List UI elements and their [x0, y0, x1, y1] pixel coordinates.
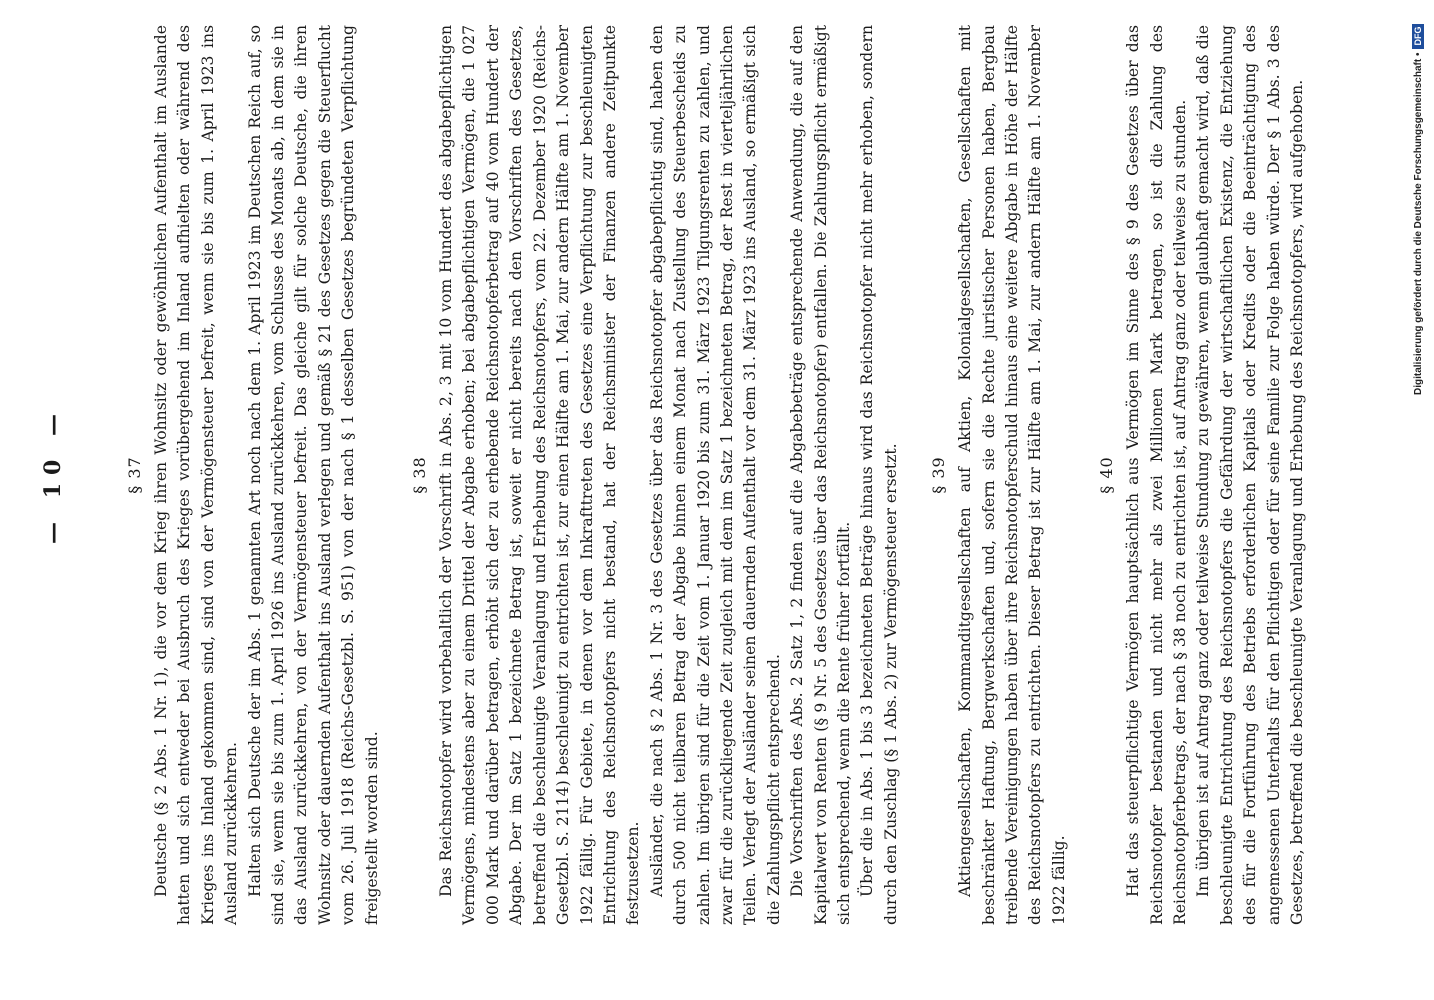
paragraph: Aktiengesellschaften, Kommanditgesellschaften auf Aktien, Kolonialgesellschaften, Gesellschaften mit beschränkter Haftung, Bergwerkschaften und, sofern sie die Rechte juristischer Personen haben, Bergbau treibende Vereinigungen haben über ihre Reichsnotopferschuld hinaus eine weitere Abgabe in Höhe der Hälfte des Reichsnotopfers zu entrichten. Dieser Betrag ist zur Hälfte am 1. Mai, zur andern Hälfte am 1. November 1922 fällig. — [956, 25, 1068, 925]
paragraph: Hat das steuerpflichtige Vermögen hauptsächlich aus Vermögen im Sinne des § 9 des Gesetzes über das Reichsnotopfer bestanden und nicht mehr als zwei Millionen Mark betragen, so ist die Zahlung des Reichsnotopferbetrags, der nach § 38 noch zu entrichten ist, auf Antrag ganz oder teilweise zu stunden. — [1124, 25, 1190, 925]
paragraph: Ausländer, die nach § 2 Abs. 1 Nr. 3 des Gesetzes über das Reichsnotopfer abgabepflichtig sind, haben den durch 500 nicht teilbaren Betrag der Abgabe binnen einem Monat nach Zustellung des Steuerbescheids zu zahlen. Im übrigen sind für die Zeit vom 1. Januar 1920 bis zum 31. März 1923 Tilgungsrenten zu zahlen, und zwar für die zurückliegende Zeit zugleich mit dem im Satz 1 bezeichneten Betrag, der Rest in vierteljährlichen Teilen. Verlegt der Ausländer seinen dauernden Aufenthalt vor dem 31. März 1923 ins Ausland, so ermäßigt sich die Zahlungspflicht entsprechend. — [647, 25, 783, 925]
section — [929, 25, 1071, 925]
digitization-notice — [1408, 0, 1434, 1000]
document-body — [125, 25, 1309, 925]
paragraph: Über die in Abs. 1 bis 3 bezeichneten Beträge hinaus wird das Reichsnotopfer nicht mehr erhoben, sondern durch den Zuschlag (§ 1 Abs. 2) zur Vermögensteuer ersetzt. — [858, 25, 900, 925]
section-heading: § 39 — [929, 456, 949, 494]
section — [410, 25, 903, 925]
paragraph: Die Vorschriften des Abs. 2 Satz 1, 2 finden auf die Abgabebeträge entsprechende Anwendung, die auf den Kapitalwert von Renten (§ 9 Nr. 5 des Gesetzes über das Reichsnotopfer) entfallen. Die Zahlungspflicht ermäßigt sich entsprechend, wenn die Rente früher fortfällt. — [788, 25, 853, 925]
paragraph: Das Reichsnotopfer wird vorbehaltlich der Vorschrift in Abs. 2, 3 mit 10 vom Hundert des abgabepflichtigen Vermögens, mindestens aber zu einem Drittel der Abgabe erhoben; bei abgabepflichtigen Vermögen, die 1 027 000 Mark und darüber betragen, erhöht sich der zu erhebende Reichsnotopferbetrag auf 40 vom Hundert der Abgabe. Der im Satz 1 bezeichnete Betrag ist, soweit er nicht bereits nach den Vorschriften des Gesetzes, betreffend die beschleunigte Veranlagung und Erhebung des Reichsnotopfers, vom 22. Dezember 1920 (Reichs-Gesetzbl. S. 2114) beschleunigt zu entrichten ist, zur einen Hälfte am 1. Mai, zur andern Hälfte am 1. November 1922 fällig. Für Gebiete, in denen vor dem Inkrafttreten des Gesetzes eine Verpflichtung zur beschleunigten Entrichtung des Reichsnotopfers nicht bestand, hat der Reichsminister der Finanzen andere Zeitpunkte festzusetzen. — [437, 25, 643, 925]
section — [1097, 25, 1309, 925]
section-heading: § 40 — [1097, 456, 1117, 494]
document-page — [40, 0, 1360, 965]
paragraph: Deutsche (§ 2 Abs. 1 Nr. 1), die vor dem Krieg ihren Wohnsitz oder gewöhnlichen Aufenthalt im Auslande hatten und sich entweder bei Ausbruch des Krieges vorübergehend im Inland aufhielten oder während des Krieges ins Inland gekommen sind, sind von der Vermögensteuer befreit, wenn sie bis zum 1. April 1923 ins Ausland zurückkehren. — [152, 25, 241, 925]
paragraph: Halten sich Deutsche der im Abs. 1 genannten Art noch nach dem 1. April 1923 im Deutschen Reich auf, so sind sie, wenn sie bis zum 1. April 1926 ins Ausland zurückkehren, vom Schlusse des Monats ab, in dem sie in das Ausland zurückkehren, von der Vermögensteuer befreit. Das gleiche gilt für solche Deutsche, die ihren Wohnsitz oder dauernden Aufenthalt ins Ausland verlegen und gemäß § 21 des Gesetzes gegen die Steuerflucht vom 26. Juli 1918 (Reichs-Gesetzbl. S. 951) von der nach § 1 desselben Gesetzes begründeten Verpflichtung freigestellt worden sind. — [245, 25, 381, 925]
page-number: — 10 — — [40, 406, 66, 544]
section-heading: § 37 — [125, 456, 144, 494]
dfg-logo: DFG — [1412, 24, 1424, 49]
digitization-notice-text: Digitalisierung gefördert durch die Deutsche Forschungsgemeinschaft • — [1412, 52, 1424, 395]
section-heading: § 38 — [410, 456, 430, 494]
section — [125, 25, 384, 925]
paragraph: Im übrigen ist auf Antrag ganz oder teilweise Stundung zu gewähren, wenn glaubhaft gemacht wird, daß die beschleunigte Entrichtung des Reichsnotopfers die Gefährdung der wirtschaftlichen Existenz, die Entziehung des für die Fortführung des Betriebs erforderlichen Kapitals oder Kredits oder die Beeinträchtigung des angemessenen Unterhalts für den Pflichtigen oder für seine Familie zur Folge haben würde. Der § 1 Abs. 3 des Gesetzes, betreffend die beschleunigte Veranlagung und Erhebung des Reichsnotopfers, wird aufgehoben. — [1194, 25, 1307, 925]
